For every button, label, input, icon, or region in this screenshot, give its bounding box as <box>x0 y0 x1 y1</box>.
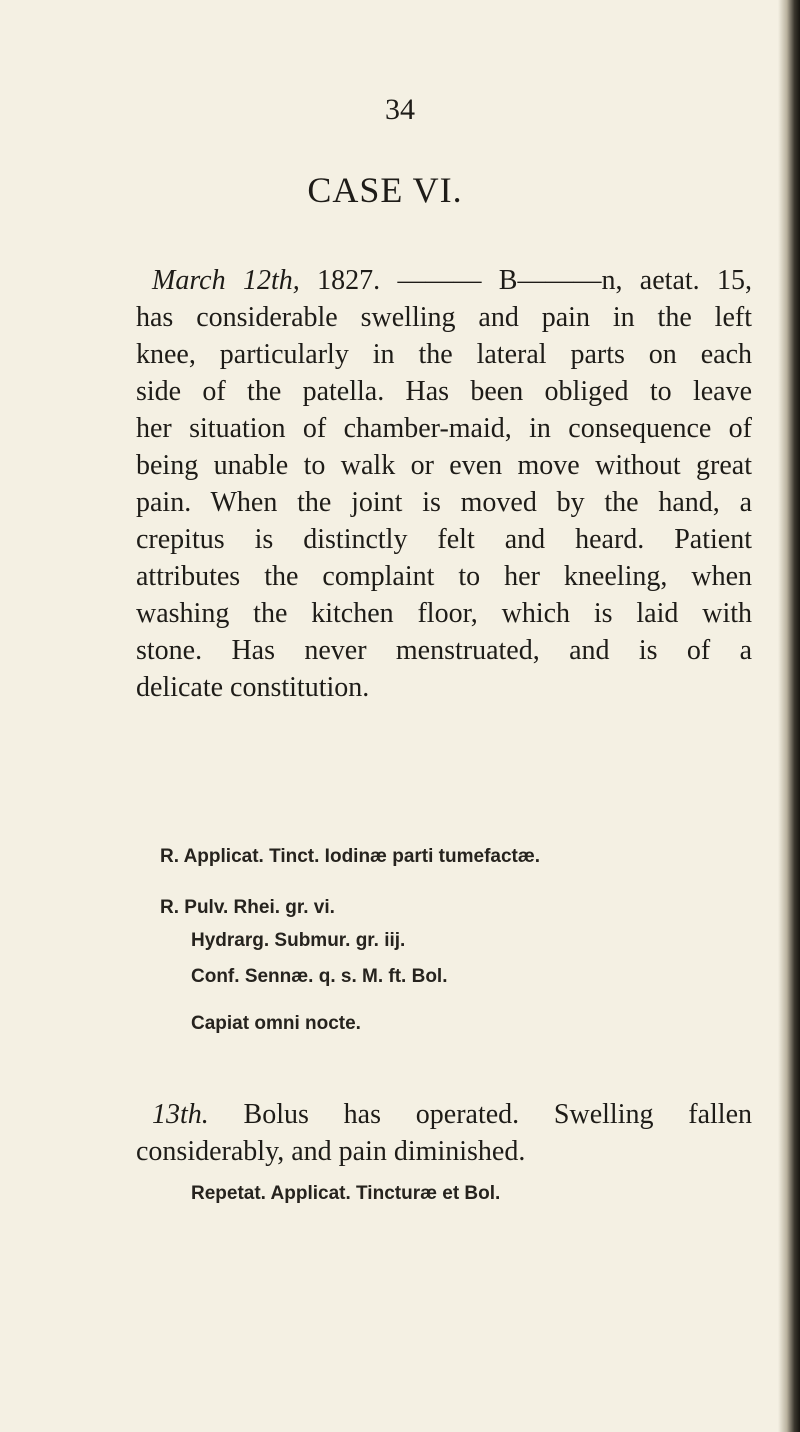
prescription-line-1: R. Applicat. Tinct. Iodinæ parti tumefactæ. <box>160 846 541 867</box>
prescription-line-4: Conf. Sennæ. q. s. M. ft. Bol. <box>191 966 448 987</box>
entry-line: stone. Has never menstruated, and is of a <box>136 635 752 666</box>
entry-line: delicate constitution. <box>136 672 370 703</box>
entry-date: March 12th, <box>152 265 300 296</box>
prescription-line-3: Hydrarg. Submur. gr. iij. <box>191 930 406 951</box>
entry-line: side of the patella. Has been obliged to leave <box>136 376 752 407</box>
entry-line: her situation of chamber-maid, in consequence of <box>136 413 752 444</box>
entry-first-line <box>136 1096 752 1133</box>
entry-first-line-text: 1827. ——— B———n, aetat. 15, <box>299 265 752 296</box>
case-heading: CASE VI. <box>307 170 463 210</box>
case-entry-13th <box>136 1096 752 1170</box>
entry-line: crepitus is distinctly felt and heard. Patient <box>136 524 752 555</box>
entry-line: attributes the complaint to her kneeling, when <box>136 561 752 592</box>
entry-line: has considerable swelling and pain in the left <box>136 302 752 333</box>
prescription-line-5: Capiat omni nocte. <box>191 1013 361 1034</box>
prescription-repeat-line: Repetat. Applicat. Tincturæ et Bol. <box>191 1183 501 1204</box>
entry-line: considerably, and pain diminished. <box>136 1136 526 1167</box>
entry-first-line <box>136 262 752 299</box>
entry-first-line-text: Bolus has operated. Swelling fallen <box>208 1099 752 1130</box>
case-entry-march-12 <box>136 262 752 706</box>
page-number: 34 <box>385 93 415 126</box>
entry-date: 13th. <box>152 1099 209 1130</box>
page-edge-shadow <box>778 0 800 1432</box>
entry-line: washing the kitchen floor, which is laid with <box>136 598 752 629</box>
prescription-line-2: R. Pulv. Rhei. gr. vi. <box>160 897 335 918</box>
entry-line: being unable to walk or even move without great <box>136 450 752 481</box>
entry-line: pain. When the joint is moved by the hand, a <box>136 487 752 518</box>
entry-line: knee, particularly in the lateral parts on each <box>136 339 752 370</box>
